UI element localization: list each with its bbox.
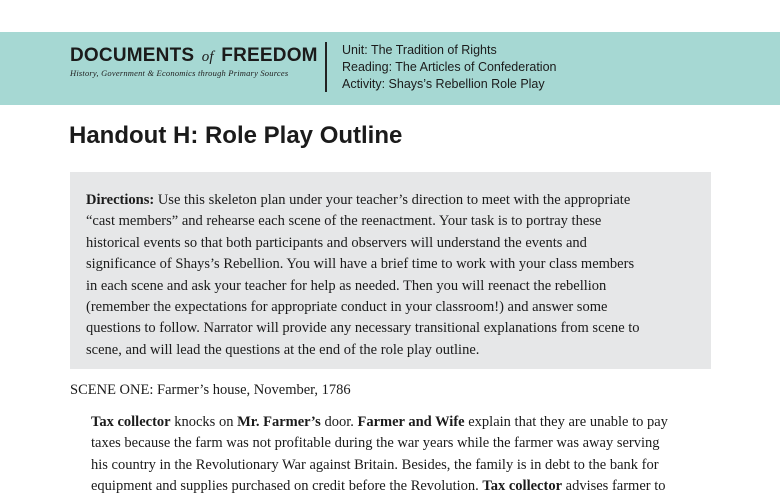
activity-label: Activity: Shays’s Rebellion Role Play — [342, 77, 545, 91]
page-header — [0, 32, 780, 105]
directions-line: scene, and will lead the questions at the end of the role play outline. — [86, 341, 480, 358]
directions-line: “cast members” and rehearse each scene of the reenactment. Your task is to portray these — [86, 213, 602, 230]
reading-label: Reading: The Articles of Confederation — [342, 60, 557, 74]
scene-one-body — [91, 412, 721, 498]
directions-line: in each scene and ask your teacher for help as needed. Then you will reenact the rebellion — [86, 277, 607, 294]
scene-line: his country in the Revolutionary War against Britain. Besides, the family is in debt to the bank for — [91, 456, 659, 473]
scene-one-heading: SCENE ONE: Farmer’s house, November, 1786 — [70, 382, 351, 398]
scene-line: equipment and supplies purchased on credit before the Revolution. Tax collector advises farmer to — [91, 478, 666, 495]
directions-line: questions to follow. Narrator will provide any necessary transitional explanations from scene to — [86, 320, 640, 337]
unit-label: Unit: The Tradition of Rights — [342, 43, 497, 57]
brand-subtitle: History, Government & Economics through Primary Sources — [70, 68, 289, 78]
directions-line: Directions: Use this skeleton plan under your teacher’s direction to meet with the appropriate — [86, 192, 631, 208]
brand-logo — [70, 45, 320, 78]
unit-info — [342, 42, 556, 93]
directions-box — [70, 172, 711, 369]
directions-line: significance of Shays’s Rebellion. You will have a brief time to work with your class members — [86, 256, 635, 273]
directions-label: Directions: — [86, 192, 155, 208]
scene-line: taxes because the farm was not profitable during the war years while the farmer was away serving — [91, 435, 660, 452]
scene-line: Tax collector knocks on Mr. Farmer’s door. Farmer and Wife explain that they are unable to pay — [91, 414, 668, 430]
directions-line: (remember the expectations for appropriate conduct in your classroom!) and answer some — [86, 299, 608, 316]
brand-name: DOCUMENTS of FREEDOM — [70, 45, 318, 66]
header-divider — [325, 42, 327, 92]
page-title: Handout H: Role Play Outline — [69, 122, 403, 149]
directions-line: historical events so that both participants and observers will understand the events and — [86, 234, 587, 251]
